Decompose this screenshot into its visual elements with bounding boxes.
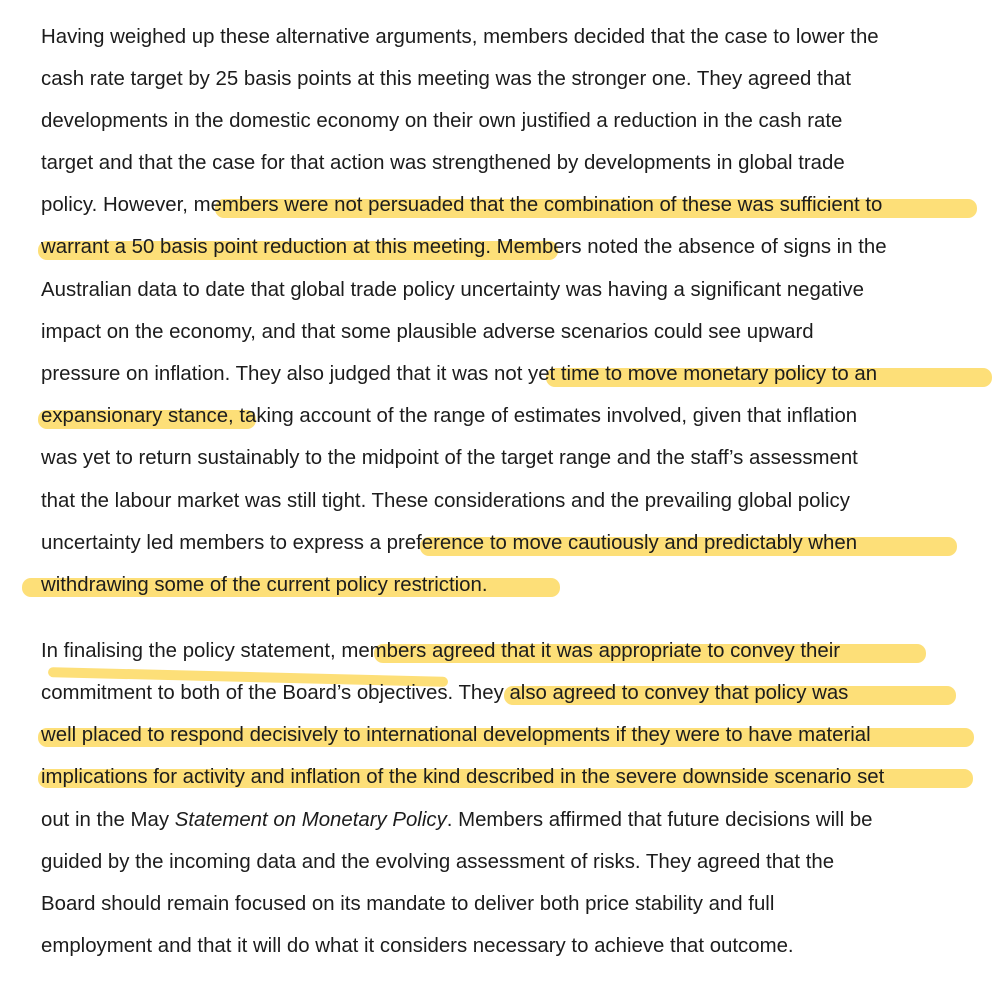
line-5-text-before: out in the May <box>41 809 175 831</box>
paragraph-1-line-3: developments in the domestic economy on their own justified a reduction in the cash rate <box>41 110 843 132</box>
paragraph-2-line-7: Board should remain focused on its mandate to deliver both price stability and full <box>41 893 775 915</box>
paragraph-2-line-5 <box>41 804 873 836</box>
paragraph-1-line-10: expansionary stance, taking account of the range of estimates involved, given that inflation <box>41 405 858 427</box>
paragraph-1-line-7: Australian data to date that global trade policy uncertainty was having a significant negative <box>41 279 864 301</box>
paragraph-1-line-9: pressure on inflation. They also judged that it was not yet time to move monetary policy to an <box>41 363 878 385</box>
paragraph-2-line-6: guided by the incoming data and the evolving assessment of risks. They agreed that the <box>41 851 835 873</box>
paragraph-2-line-3: well placed to respond decisively to international developments if they were to have material <box>41 724 871 746</box>
paragraph-1-line-1: Having weighed up these alternative arguments, members decided that the case to lower the <box>41 26 879 48</box>
paragraph-2-line-8: employment and that it will do what it considers necessary to achieve that outcome. <box>41 935 794 957</box>
paragraph-1-line-8: impact on the economy, and that some plausible adverse scenarios could see upward <box>41 321 814 343</box>
paragraph-1-line-12: that the labour market was still tight. These considerations and the prevailing global policy <box>41 490 850 512</box>
line-5-text-after: . Members affirmed that future decisions will be <box>446 809 873 831</box>
paragraph-2-line-2: commitment to both of the Board’s objectives. They also agreed to convey that policy was <box>41 682 849 704</box>
paragraph-1-line-13: uncertainty led members to express a preference to move cautiously and predictably when <box>41 532 858 554</box>
paragraph-1-line-5: policy. However, members were not persuaded that the combination of these was sufficient to <box>41 194 883 216</box>
paragraph-2-line-1: In finalising the policy statement, members agreed that it was appropriate to convey their <box>41 640 841 662</box>
paragraph-2-line-4: implications for activity and inflation of the kind described in the severe downside scenario set <box>41 766 885 788</box>
paragraph-1-line-11: was yet to return sustainably to the midpoint of the target range and the staff’s assessment <box>41 447 858 469</box>
paragraph-1-line-14: withdrawing some of the current policy restriction. <box>41 574 488 596</box>
paragraph-1-line-4: target and that the case for that action was strengthened by developments in global trade <box>41 152 845 174</box>
paragraph-1-line-2: cash rate target by 25 basis points at this meeting was the stronger one. They agreed that <box>41 68 852 90</box>
statement-on-monetary-policy-title: Statement on Monetary Policy <box>174 809 447 831</box>
paragraph-1-line-6: warrant a 50 basis point reduction at this meeting. Members noted the absence of signs in the <box>41 236 887 258</box>
